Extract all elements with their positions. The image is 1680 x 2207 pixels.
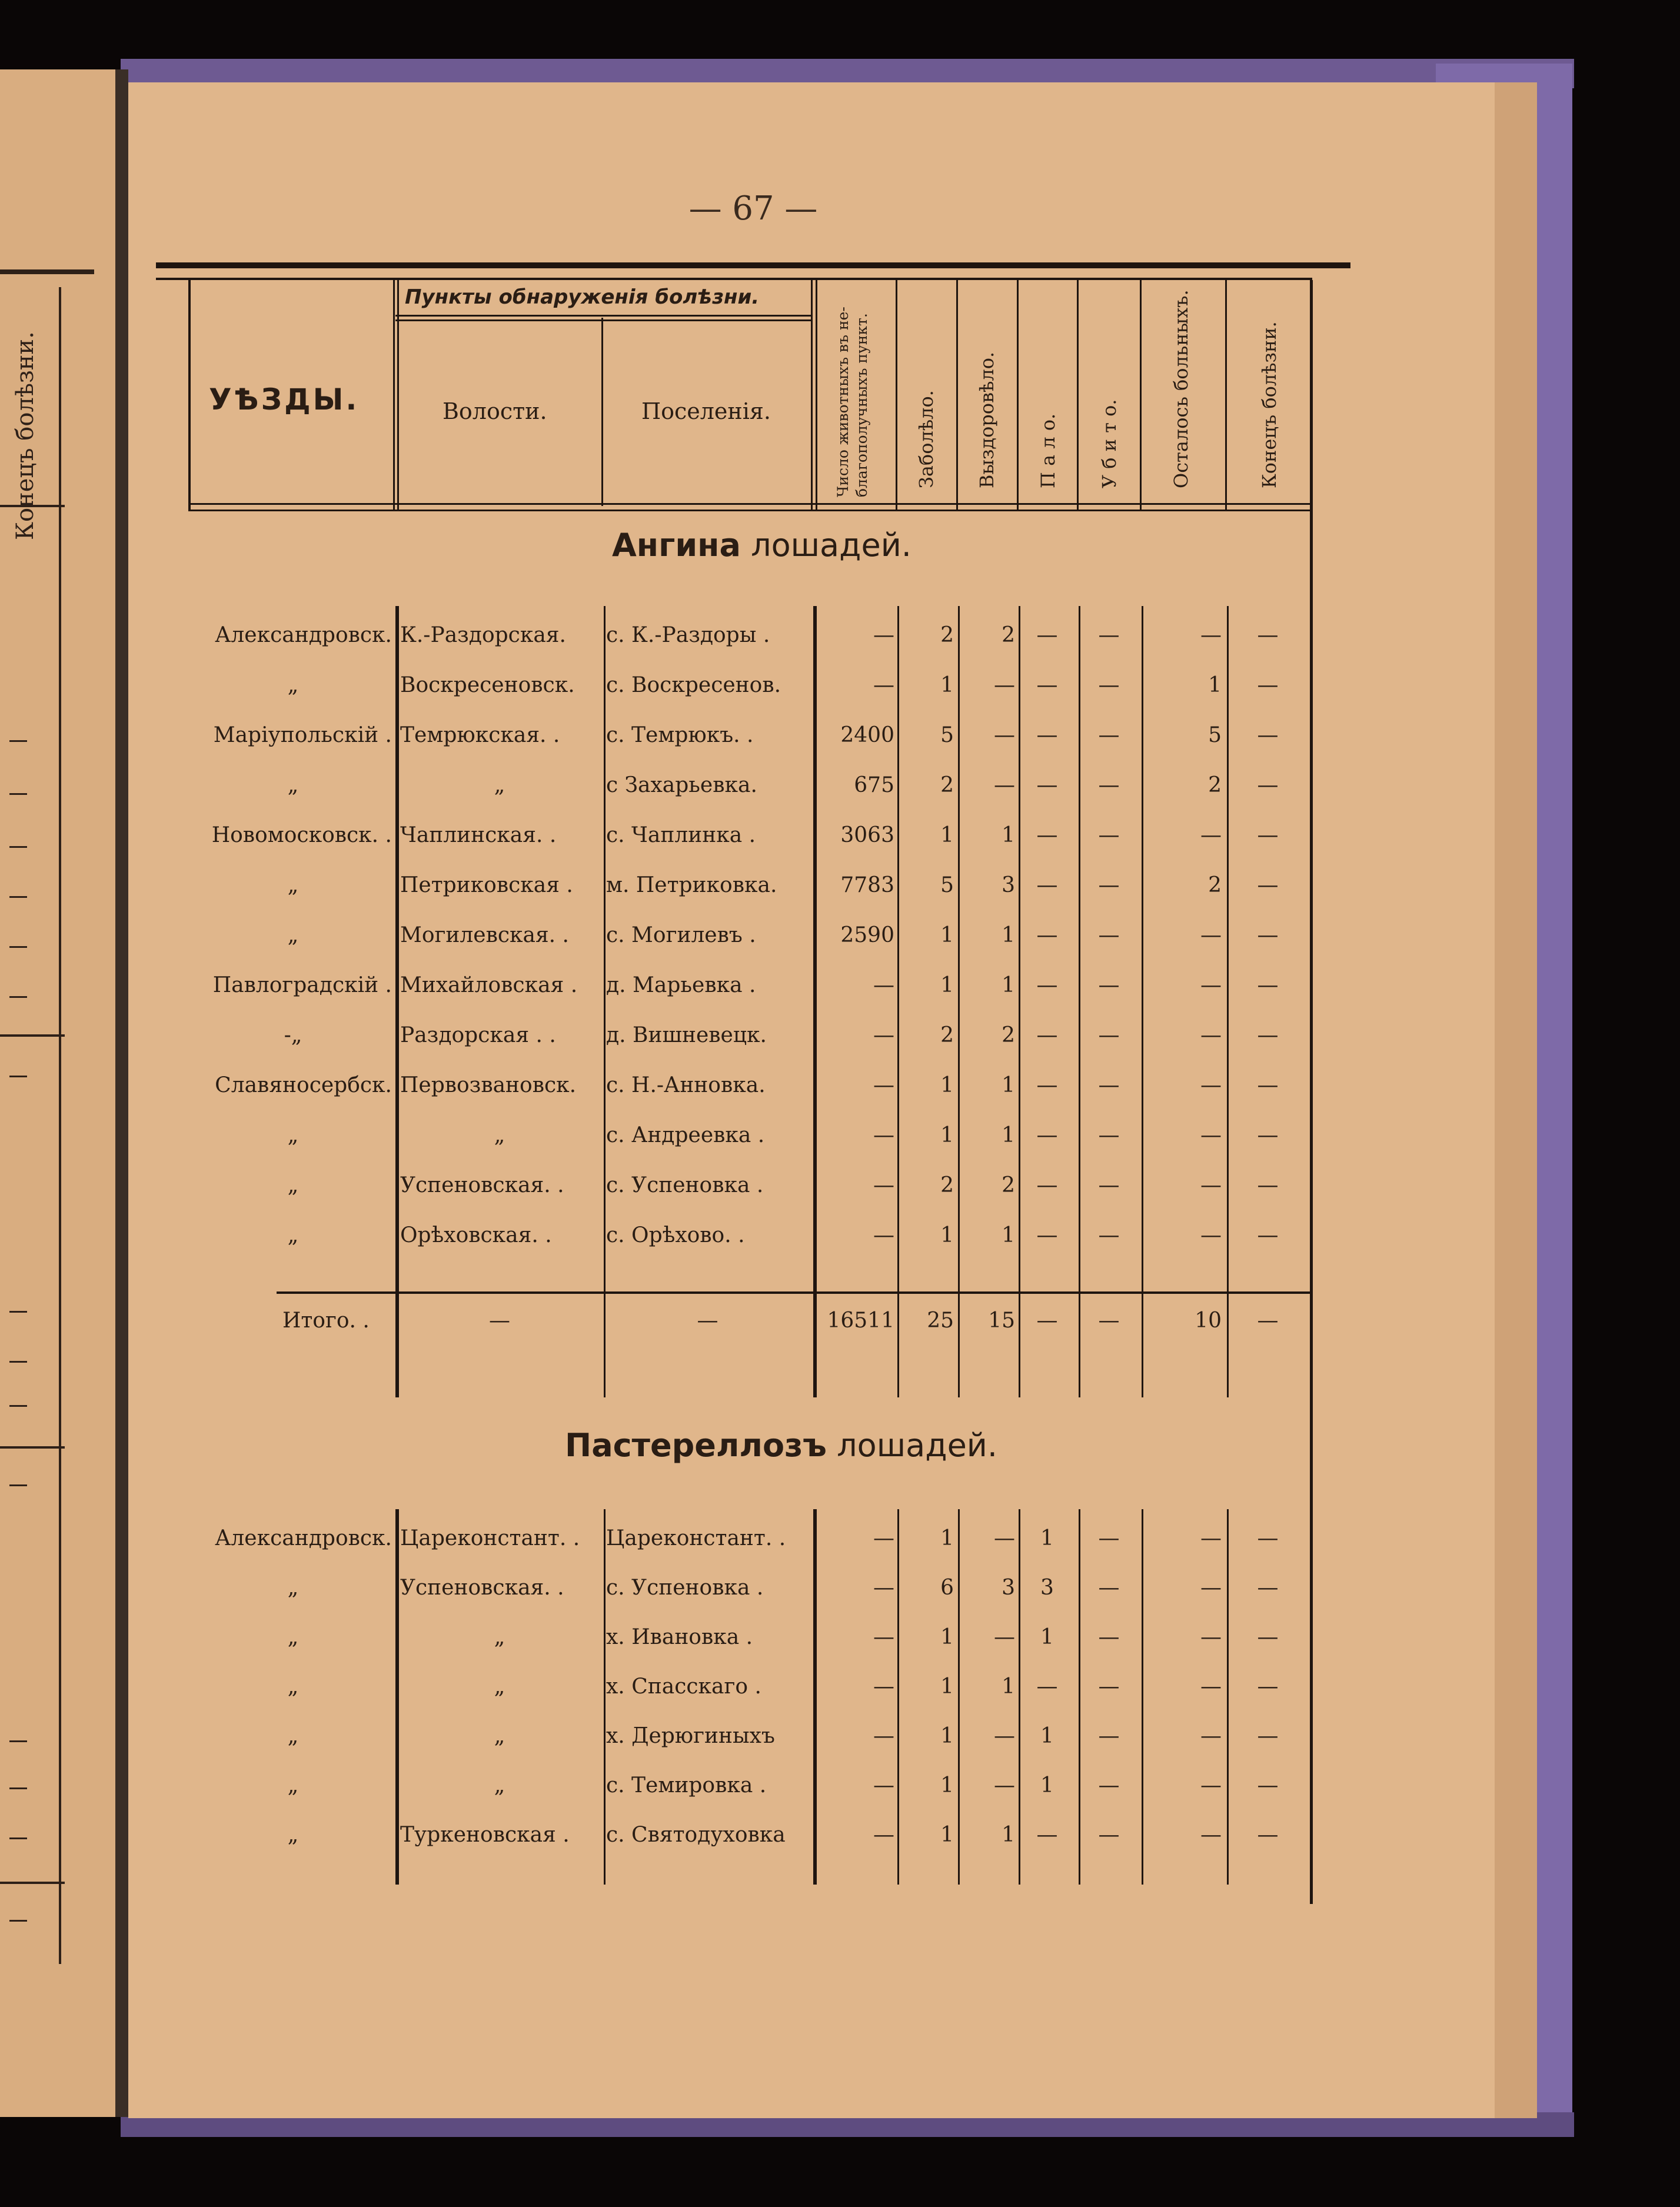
group-header-rule [395, 319, 812, 321]
table-cell: — [1200, 1173, 1222, 1197]
table-cell: — [1098, 1073, 1120, 1097]
table-cell: — [1098, 1724, 1120, 1748]
table-cell: — [1200, 1023, 1222, 1047]
table-cell: — [873, 1724, 894, 1748]
table-cell: Темрюкская. . [400, 723, 560, 747]
table-cell: 5 [1208, 723, 1222, 747]
col-divider [397, 280, 399, 511]
table-cell: — [1036, 923, 1058, 947]
section1-title-bold: Ангина [612, 527, 741, 564]
table-cell: с. Успеновка . [606, 1576, 764, 1600]
table-cell: — [1257, 1675, 1279, 1699]
table-cell: с. Успеновка . [606, 1173, 764, 1197]
table-cell: — [1200, 1675, 1222, 1699]
header-bottom-rule [188, 510, 1312, 511]
table-cell: „ [287, 1773, 299, 1797]
table-cell: 1 [940, 1223, 954, 1247]
table-cell: 1 [940, 1675, 954, 1699]
left-page-dash [9, 1405, 27, 1407]
table-cell: — [1098, 1123, 1120, 1147]
table-cell: 10 [1195, 1309, 1222, 1333]
table-cell: — [994, 773, 1015, 797]
header-bottom-rule [188, 503, 1312, 505]
table-cell: с. Воскресенов. [606, 673, 781, 697]
table-cell: — [1257, 873, 1279, 897]
table-cell: Первозвановск. [400, 1073, 577, 1097]
table-cell: — [1200, 973, 1222, 997]
table-cell: — [1098, 773, 1120, 797]
table-cell: 3 [1002, 873, 1015, 897]
table-cell: — [1098, 873, 1120, 897]
table-cell: 2400 [840, 723, 894, 747]
table-cell: 1 [1040, 1724, 1054, 1748]
table-cell: — [1036, 1173, 1058, 1197]
table-cell: — [1098, 673, 1120, 697]
table-cell: — [1098, 1773, 1120, 1797]
table-cell: — [1098, 923, 1120, 947]
table-cell: д. Марьевка . [606, 973, 756, 997]
table-cell: — [1098, 1823, 1120, 1847]
table-cell: „ [287, 773, 299, 797]
table-cell: — [1036, 673, 1058, 697]
table-cell: 7783 [840, 873, 894, 897]
table-cell: — [1098, 1309, 1120, 1333]
left-page-vline [59, 287, 61, 1964]
table-cell: — [1257, 1823, 1279, 1847]
table-cell: — [1257, 1773, 1279, 1797]
table-cell: 2 [940, 1173, 954, 1197]
table-cell: — [873, 673, 894, 697]
table-cell: — [873, 1576, 894, 1600]
table-cell: — [1200, 1223, 1222, 1247]
table-cell: „ [287, 673, 299, 697]
section2-title-rest: лошадей. [837, 1427, 998, 1464]
table-cell: Петриковская . [400, 873, 573, 897]
table-cell: — [1036, 1223, 1058, 1247]
table-cell: „ [287, 1576, 299, 1600]
table-cell: 1 [940, 1073, 954, 1097]
table-cell: 1 [1040, 1625, 1054, 1649]
table-cell: — [697, 1309, 718, 1333]
left-page-dash [9, 1837, 27, 1839]
table-cell: — [1257, 1724, 1279, 1748]
table-cell: — [1036, 1675, 1058, 1699]
table-left-border [188, 280, 191, 511]
table-cell: — [1200, 1823, 1222, 1847]
table-cell: д. Вишневецк. [606, 1023, 767, 1047]
table-cell: 3 [1040, 1576, 1054, 1600]
table-cell: — [1257, 1073, 1279, 1097]
table-cell: — [1257, 923, 1279, 947]
table-cell: — [1257, 1625, 1279, 1649]
header-zabolelo: Заболѣло. [915, 390, 937, 488]
table-cell: — [873, 1526, 894, 1550]
group-header-rule [395, 315, 812, 317]
table-cell: с. К.-Раздоры . [606, 623, 770, 647]
header-uezdy: УѢЗДЫ. [209, 382, 360, 417]
table-cell: Могилевская. . [400, 923, 569, 947]
col-divider [601, 318, 603, 506]
column-divider [813, 606, 817, 1397]
table-cell: 1 [1002, 823, 1015, 847]
table-cell: 1 [940, 1526, 954, 1550]
table-cell: Новомосковск. . [211, 823, 392, 847]
left-page-dash [9, 896, 27, 898]
table-cell: — [1036, 623, 1058, 647]
table-cell: — [873, 1773, 894, 1797]
table-cell: 1 [1002, 1073, 1015, 1097]
table-cell: — [1098, 1526, 1120, 1550]
table-cell: с. Темрюкъ. . [606, 723, 754, 747]
table-cell: Раздорская . . [400, 1023, 556, 1047]
table-cell: — [1098, 723, 1120, 747]
table-cell: — [1257, 1576, 1279, 1600]
table-cell: „ [494, 1773, 505, 1797]
table-cell: — [994, 1625, 1015, 1649]
section2-title-bold: Пастереллозъ [565, 1427, 827, 1464]
table-cell: — [1200, 923, 1222, 947]
table-cell: 2 [1208, 773, 1222, 797]
table-cell: — [873, 1123, 894, 1147]
book-gutter [115, 69, 128, 2117]
left-page-dash [9, 793, 27, 795]
table-cell: „ [287, 1223, 299, 1247]
table-cell: — [489, 1309, 510, 1333]
table-cell: 2 [1208, 873, 1222, 897]
table-cell: — [1036, 823, 1058, 847]
table-cell: х. Дерюгиныхъ [606, 1724, 775, 1748]
table-cell: „ [287, 1625, 299, 1649]
table-cell: — [1257, 723, 1279, 747]
table-cell: „ [287, 923, 299, 947]
table-cell: — [873, 1023, 894, 1047]
left-page-dash [9, 1484, 27, 1486]
table-top-rule-thin [156, 278, 1312, 280]
table-cell: — [1098, 623, 1120, 647]
table-cell: 1 [940, 1724, 954, 1748]
left-page-dash [9, 1787, 27, 1789]
column-divider [395, 606, 399, 1397]
col-divider [393, 280, 395, 511]
table-cell: — [1257, 1023, 1279, 1047]
left-page-rule [0, 269, 94, 274]
header-group: Пункты обнаруженія болѣзни. [405, 285, 760, 309]
left-page-rule [0, 1446, 65, 1449]
table-cell: х. Ивановка . [606, 1625, 753, 1649]
table-cell: — [1200, 823, 1222, 847]
table-cell: 1 [940, 1773, 954, 1797]
table-cell: Чаплинская. . [400, 823, 557, 847]
column-divider [604, 606, 606, 1397]
table-cell: — [1098, 1173, 1120, 1197]
table-cell: 2590 [840, 923, 894, 947]
table-cell: 25 [927, 1309, 954, 1333]
table-cell: Цареконстант. . [606, 1526, 786, 1550]
header-volosti: Волости. [443, 398, 547, 424]
table-cell: Воскресеновск. [400, 673, 575, 697]
left-page-rule [0, 1034, 65, 1037]
left-page-dash [9, 1311, 27, 1313]
left-page-dash [9, 740, 27, 742]
table-cell: — [1098, 1675, 1120, 1699]
table-cell: 2 [1002, 1023, 1015, 1047]
table-cell: Цареконстант. . [400, 1526, 580, 1550]
table-cell: — [1098, 823, 1120, 847]
table-cell: 1 [940, 1625, 954, 1649]
table-cell: — [1200, 623, 1222, 647]
table-cell: 15 [988, 1309, 1015, 1333]
table-cell: 1 [940, 973, 954, 997]
table-cell: — [1257, 773, 1279, 797]
table-cell: — [1036, 1823, 1058, 1847]
header-animals-1: Число животныхъ въ не- [834, 307, 851, 497]
table-cell: 1 [1002, 923, 1015, 947]
column-divider [604, 1509, 606, 1885]
table-cell: 1 [940, 1123, 954, 1147]
table-cell: с. Святодуховка [606, 1823, 786, 1847]
table-cell: — [1257, 1223, 1279, 1247]
left-page-header: Конецъ болѣзни. [12, 331, 39, 540]
col-divider [811, 280, 813, 511]
table-cell: 1 [940, 673, 954, 697]
table-cell: Маріупольскій . [213, 723, 392, 747]
table-cell: Александровск. [215, 623, 392, 647]
table-cell: — [1200, 1123, 1222, 1147]
table-cell: Павлоградскій . [212, 973, 392, 997]
page-edge-shade [1495, 82, 1537, 2118]
table-cell: „ [287, 1123, 299, 1147]
table-cell: 6 [940, 1576, 954, 1600]
table-cell: 5 [940, 873, 954, 897]
table-cell: м. Петриковка. [606, 873, 777, 897]
table-cell: 1 [1040, 1526, 1054, 1550]
table-cell: — [994, 723, 1015, 747]
table-cell: — [1257, 673, 1279, 697]
table-cell: Итого. . [282, 1309, 370, 1333]
left-page-dash [9, 846, 27, 848]
table-cell: — [1098, 1223, 1120, 1247]
table-cell: — [873, 623, 894, 647]
table-top-rule [156, 262, 1350, 268]
table-cell: 1 [1002, 1223, 1015, 1247]
table-cell: с. Чаплинка . [606, 823, 756, 847]
table-cell: 2 [940, 773, 954, 797]
col-divider [1140, 280, 1142, 511]
table-cell: — [1257, 1173, 1279, 1197]
table-cell: — [1200, 1625, 1222, 1649]
table-cell: — [873, 1173, 894, 1197]
table-cell: 1 [940, 923, 954, 947]
table-cell: 5 [940, 723, 954, 747]
table-cell: — [1257, 623, 1279, 647]
table-cell: — [1036, 1309, 1058, 1333]
table-cell: — [1036, 873, 1058, 897]
table-cell: Успеновская. . [400, 1173, 564, 1197]
table-cell: — [873, 1625, 894, 1649]
table-cell: — [1098, 1576, 1120, 1600]
table-cell: 1 [1002, 1823, 1015, 1847]
table-cell: „ [287, 1675, 299, 1699]
table-cell: Славяносербск. [215, 1073, 392, 1097]
table-cell: — [873, 973, 894, 997]
header-ubito: У б и т о. [1098, 399, 1120, 488]
table-cell: 2 [1002, 1173, 1015, 1197]
left-page-dash [9, 946, 27, 948]
table-cell: 675 [854, 773, 894, 797]
table-cell: — [1200, 1073, 1222, 1097]
table-cell: „ [287, 1724, 299, 1748]
section2-title [565, 1427, 997, 1464]
table-cell: — [873, 1675, 894, 1699]
table-cell: — [1098, 973, 1120, 997]
table-cell: Михайловская . [400, 973, 578, 997]
table-cell: с Захарьевка. [606, 773, 757, 797]
section1-title-rest: лошадей. [751, 527, 911, 564]
table-cell: 1 [940, 1823, 954, 1847]
table-cell: „ [287, 873, 299, 897]
table-cell: с. Орѣхово. . [606, 1223, 745, 1247]
col-divider [896, 280, 897, 511]
table-cell: с. Могилевъ . [606, 923, 756, 947]
table-cell: 2 [940, 623, 954, 647]
left-page [0, 69, 115, 2117]
table-cell: — [873, 1823, 894, 1847]
table-cell: с. Андреевка . [606, 1123, 765, 1147]
table-cell: 1 [1002, 1123, 1015, 1147]
table-cell: — [1257, 1123, 1279, 1147]
table-cell: „ [494, 773, 505, 797]
left-page-dash [9, 1740, 27, 1742]
col-divider [1077, 280, 1079, 511]
table-cell: 1 [940, 823, 954, 847]
table-cell: „ [494, 1123, 505, 1147]
table-cell: „ [494, 1625, 505, 1649]
table-cell: Александровск. [215, 1526, 392, 1550]
table-cell: — [1036, 1123, 1058, 1147]
table-cell: — [994, 1526, 1015, 1550]
table-cell: — [1257, 973, 1279, 997]
table-cell: „ [494, 1675, 505, 1699]
table-cell: 1 [1002, 1675, 1015, 1699]
table-cell: х. Спасскаго . [606, 1675, 761, 1699]
table-cell: „ [287, 1823, 299, 1847]
table-cell: 1 [1002, 973, 1015, 997]
table-cell: Туркеновская . [400, 1823, 570, 1847]
table-cell: — [1200, 1724, 1222, 1748]
table-cell: с. Н.-Анновка. [606, 1073, 766, 1097]
table-cell: — [1257, 1526, 1279, 1550]
table-cell: — [1098, 1023, 1120, 1047]
header-poseleniya: Поселенія. [641, 398, 771, 424]
left-page-dash [9, 996, 27, 998]
table-cell: — [1200, 1526, 1222, 1550]
col-divider [816, 280, 817, 511]
table-cell: 2 [940, 1023, 954, 1047]
table-cell: 16511 [827, 1309, 894, 1333]
header-palo: П а л о. [1037, 413, 1059, 488]
column-divider [395, 1509, 399, 1885]
table-cell: — [1036, 1023, 1058, 1047]
table-cell: — [873, 1223, 894, 1247]
table-cell: — [994, 1724, 1015, 1748]
header-konets: Конецъ болѣзни. [1258, 321, 1280, 488]
table-cell: Успеновская. . [400, 1576, 564, 1600]
table-cell: 2 [1002, 623, 1015, 647]
table-cell: — [1200, 1576, 1222, 1600]
table-cell: „ [494, 1724, 505, 1748]
table-cell: 3063 [840, 823, 894, 847]
table-cell: Орѣховская. . [400, 1223, 552, 1247]
header-animals-2: благополучныхъ пункт. [853, 313, 870, 497]
table-cell: — [1036, 973, 1058, 997]
col-divider [1017, 280, 1019, 511]
table-cell: К.-Раздорская. [400, 623, 566, 647]
total-rule [277, 1291, 1312, 1294]
table-cell: с. Темировка . [606, 1773, 767, 1797]
left-page-rule [0, 1882, 65, 1884]
column-divider [813, 1509, 817, 1885]
page-number: — 67 — [688, 189, 818, 228]
table-cell: — [1036, 773, 1058, 797]
left-page-dash [9, 1076, 27, 1077]
col-divider [956, 280, 958, 511]
table-cell: „ [287, 1173, 299, 1197]
table-cell: — [994, 673, 1015, 697]
header-vyzdorovelo: Выздоровѣло. [976, 351, 998, 488]
table-cell: 1 [1040, 1773, 1054, 1797]
table-cell: — [1257, 1309, 1279, 1333]
table-cell: — [873, 1073, 894, 1097]
section1-title [612, 527, 911, 564]
col-divider [1225, 280, 1227, 511]
table-cell: -„ [284, 1023, 302, 1047]
table-cell: — [1200, 1773, 1222, 1797]
table-cell: 3 [1002, 1576, 1015, 1600]
header-ostalos: Осталось больныхъ. [1170, 289, 1192, 488]
table-cell: — [994, 1773, 1015, 1797]
table-cell: — [1036, 1073, 1058, 1097]
table-cell: 1 [1208, 673, 1222, 697]
left-page-dash [9, 1920, 27, 1922]
table-cell: — [1098, 1625, 1120, 1649]
table-cell: — [1036, 723, 1058, 747]
left-page-dash [9, 1361, 27, 1363]
table-cell: — [1257, 823, 1279, 847]
table-right-border [1310, 280, 1313, 1904]
